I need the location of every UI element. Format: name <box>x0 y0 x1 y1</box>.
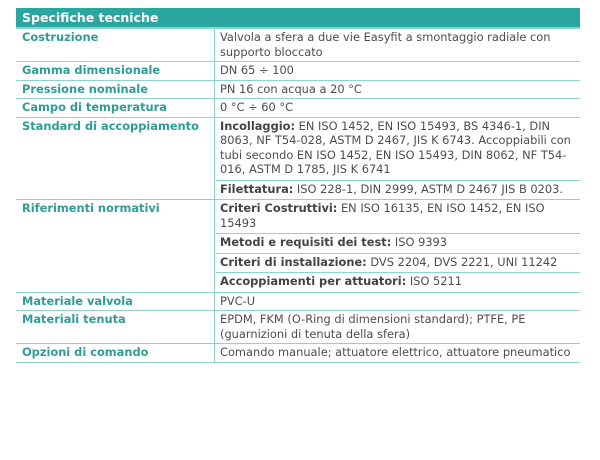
row-value-gamma-dimensionale: DN 65 ÷ 100 <box>215 62 581 81</box>
table-row <box>16 117 580 200</box>
sub-entry-criteri-costruttivi <box>220 200 576 233</box>
sub-entry-text: EN ISO 16135, EN ISO 1452, EN ISO 15493 <box>220 201 545 230</box>
spec-table <box>16 28 580 363</box>
row-label-costruzione: Costruzione <box>16 29 215 62</box>
row-value-riferimenti-normativi <box>215 200 581 293</box>
row-label-riferimenti-normativi: Riferimenti normativi <box>16 200 215 293</box>
row-label-gamma-dimensionale: Gamma dimensionale <box>16 62 215 81</box>
sub-entry-text: ISO 228-1, DIN 2999, ASTM D 2467 JIS B 0203. <box>293 181 563 196</box>
row-label-materiale-valvola: Materiale valvola <box>16 292 215 311</box>
table-row <box>16 200 580 293</box>
table-row <box>16 99 580 118</box>
row-label-materiali-tenuta: Materiali tenuta <box>16 311 215 344</box>
table-row <box>16 29 580 62</box>
table-row <box>16 344 580 363</box>
sub-entry-label: Criteri di installazione: <box>220 254 367 269</box>
row-label-standard-accoppiamento: Standard di accoppiamento <box>16 117 215 200</box>
row-value-costruzione: Valvola a sfera a due vie Easyfit a smontaggio radiale con supporto bloccato <box>215 29 581 62</box>
row-value-opzioni-comando: Comando manuale; attuatore elettrico, attuatore pneumatico <box>215 344 581 363</box>
sub-entry-text: EN ISO 1452, EN ISO 15493, BS 4346-1, DIN 8063, NF T54-028, ASTM D 2467, JIS K 6743. Accoppiabili con tubi secondo EN ISO 1452, EN ISO 15493, DIN 8062, NF T54-016, ASTM D 1785, JIS K 6741 <box>220 118 571 176</box>
sub-entry-label: Incollaggio: <box>220 118 296 133</box>
sub-entry-label: Filettatura: <box>220 181 294 196</box>
sub-entry-text: DVS 2204, DVS 2221, UNI 11242 <box>366 254 558 269</box>
row-value-materiale-valvola: PVC-U <box>215 292 581 311</box>
sub-entry-criteri-installazione <box>216 253 580 273</box>
spec-table-wrapper <box>16 8 580 363</box>
sub-entry-text: ISO 9393 <box>391 235 448 249</box>
row-label-campo-temperatura: Campo di temperatura <box>16 99 215 118</box>
table-row <box>16 292 580 311</box>
row-label-opzioni-comando: Opzioni di comando <box>16 344 215 363</box>
sub-entry-label: Metodi e requisiti dei test: <box>220 235 392 249</box>
sub-entry-label: Accoppiamenti per attuatori: <box>220 274 407 288</box>
sub-entry-accoppiamenti-attuatori <box>216 272 580 292</box>
table-row <box>16 311 580 344</box>
sub-entry-metodi-test <box>216 233 580 253</box>
sub-entry-label: Criteri Costruttivi: <box>220 201 338 215</box>
row-value-campo-temperatura: 0 °C ÷ 60 °C <box>215 99 581 118</box>
row-value-materiali-tenuta: EPDM, FKM (O-Ring di dimensioni standard); PTFE, PE (guarnizioni di tenuta della sfera) <box>215 311 581 344</box>
row-value-pressione-nominale: PN 16 con acqua a 20 °C <box>215 80 581 99</box>
table-header: Specifiche tecniche <box>16 8 580 28</box>
sub-entry-text: ISO 5211 <box>406 274 463 288</box>
sub-entry-incollaggio <box>220 118 576 180</box>
row-value-standard-accoppiamento <box>215 117 581 200</box>
sub-entry-filettatura <box>216 180 580 200</box>
table-row <box>16 80 580 99</box>
row-label-pressione-nominale: Pressione nominale <box>16 80 215 99</box>
table-row <box>16 62 580 81</box>
